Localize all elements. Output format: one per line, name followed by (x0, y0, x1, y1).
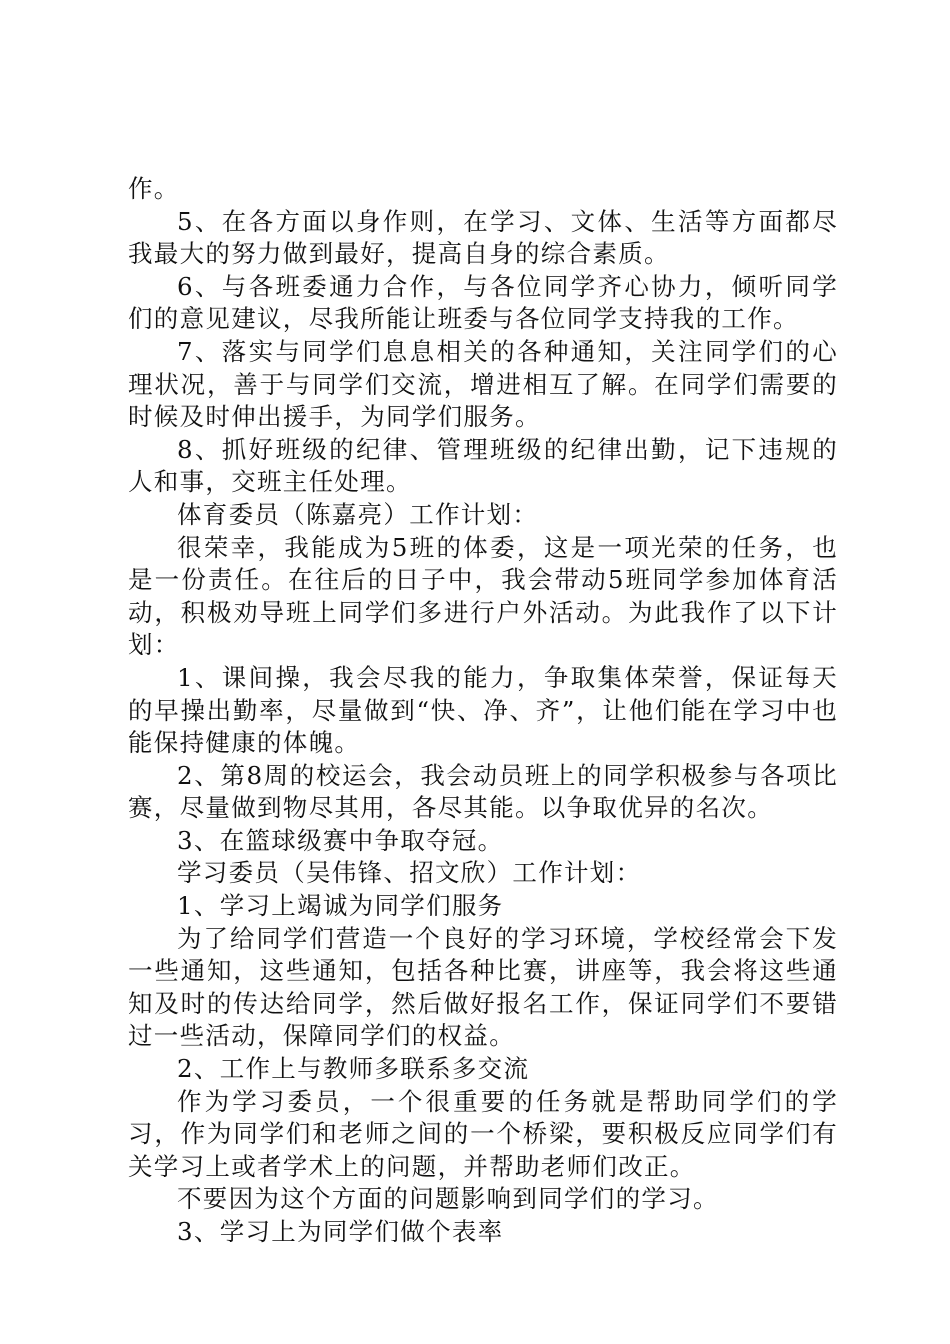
document-body (128, 173, 838, 1249)
paragraph-study-item-2-note: 不要因为这个方面的问题影响到同学们的学习。 (177, 1184, 719, 1214)
paragraph-sports-item-2: 2、第8周的校运会，我会动员班上的同学积极参与各项比赛，尽量做到物尽其用，各尽其能。以争取优异的名次。 (128, 760, 838, 823)
subheading-study-item-3: 3、学习上为同学们做个表率 (177, 1217, 504, 1246)
paragraph-sports-item-3: 3、在篮球级赛中争取夺冠。 (177, 825, 504, 855)
paragraph-item-8: 8、抓好班级的纪律、管理班级的纪律出勤，记下违规的人和事，交班主任处理。 (128, 434, 838, 497)
section-heading-study-committee: 学习委员（吴伟锋、招文欣）工作计划： (177, 858, 642, 888)
paragraph-continuation: 作。 (128, 174, 180, 203)
subheading-study-item-1: 1、学习上竭诚为同学们服务 (177, 891, 504, 921)
paragraph-item-7: 7、落实与同学们息息相关的各种通知，关注同学们的心理状况，善于与同学们交流，增进相互了解。在同学们需要的时候及时伸出援手，为同学们服务。 (128, 336, 838, 432)
subheading-study-item-2: 2、工作上与教师多联系多交流 (177, 1054, 530, 1084)
paragraph-sports-item-1: 1、课间操，我会尽我的能力，争取集体荣誉，保证每天的早操出勤率，尽量做到“快、净、齐”，让他们能在学习中也能保持健康的体魄。 (128, 662, 838, 758)
paragraph-sports-intro: 很荣幸，我能成为5班的体委，这是一项光荣的任务，也是一份责任。在往后的日子中，我会带动5班同学参加体育活动，积极劝导班上同学们多进行户外活动。为此我作了以下计划： (128, 532, 838, 660)
section-heading-sports-committee: 体育委员（陈嘉亮）工作计划： (177, 499, 539, 529)
paragraph-study-item-2-body: 作为学习委员，一个很重要的任务就是帮助同学们的学习，作为同学们和老师之间的一个桥梁，要积极反应同学们有关学习上或者学术上的问题，并帮助老师们改正。 (128, 1086, 838, 1181)
paragraph-item-6: 6、与各班委通力合作，与各位同学齐心协力，倾听同学们的意见建议，尽我所能让班委与各位同学支持我的工作。 (128, 271, 838, 334)
paragraph-item-5: 5、在各方面以身作则，在学习、文体、生活等方面都尽我最大的努力做到最好，提高自身的综合素质。 (128, 206, 838, 269)
paragraph-study-item-1-body: 为了给同学们营造一个良好的学习环境，学校经常会下发一些通知，这些通知，包括各种比赛，讲座等，我会将这些通知及时的传达给同学，然后做好报名工作，保证同学们不要错过一些活动，保障同学们的权益。 (128, 923, 838, 1051)
